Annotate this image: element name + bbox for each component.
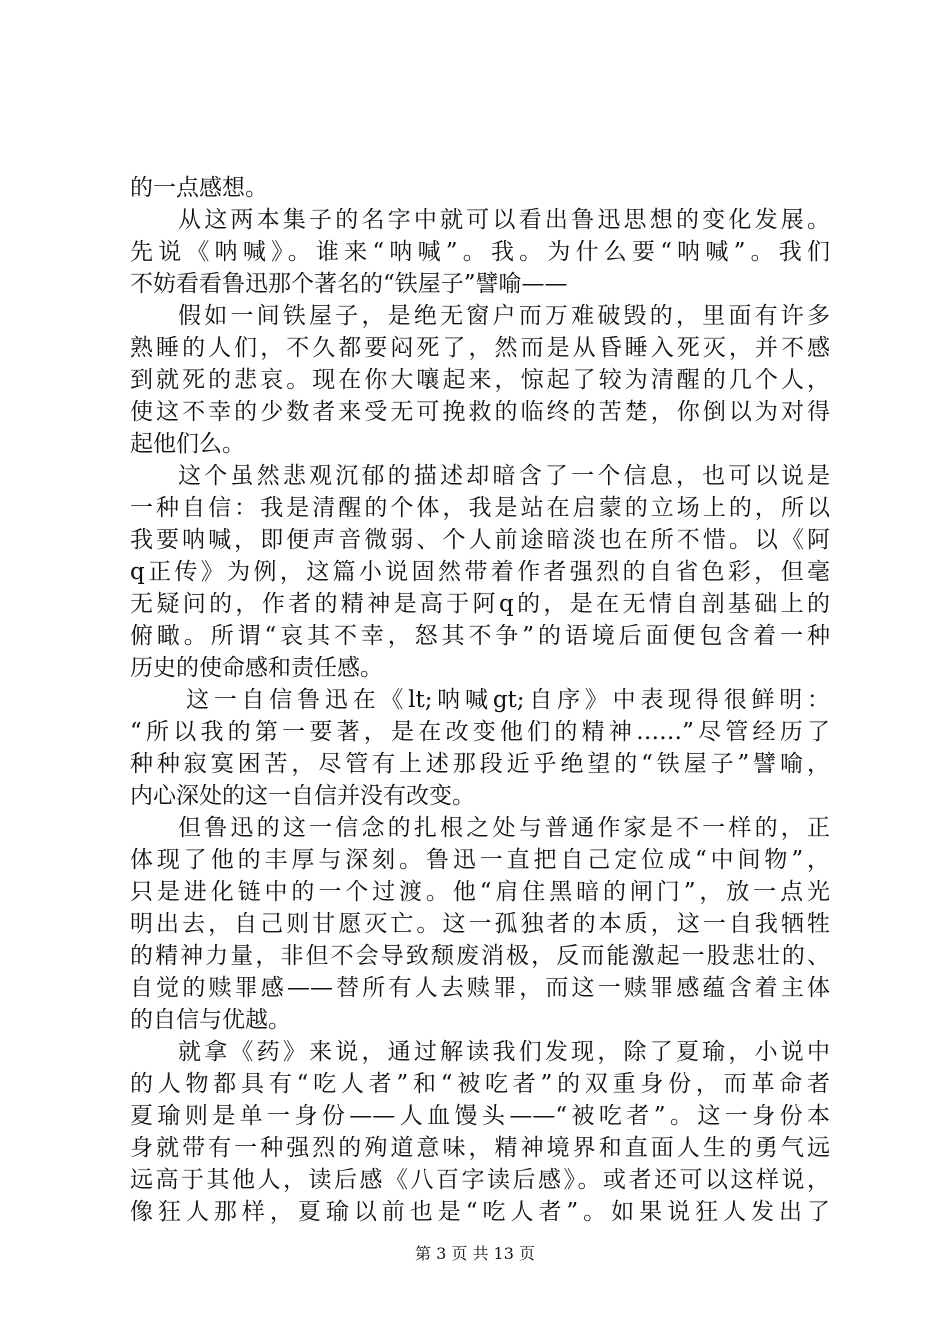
text-line: 起他们么。 (130, 431, 245, 457)
text-line: 只是进化链中的一个过渡。他“肩住黑暗的闸门”，放一点光 (130, 879, 830, 905)
text-line: 夏瑜则是单一身份——人血馒头——“被吃者”。这一身份本 (130, 1103, 830, 1129)
text-line: 身就带有一种强烈的殉道意味，精神境界和直面人生的勇气远 (130, 1135, 830, 1161)
text-line: 内心深处的这一自信并没有改变。 (130, 783, 475, 809)
text-line: 这个虽然悲观沉郁的描述却暗含了一个信息，也可以说是 (178, 463, 830, 489)
text-line: 就拿《药》来说，通过解读我们发现，除了夏瑜，小说中 (178, 1039, 830, 1065)
text-line: 自觉的赎罪感——替所有人去赎罪，而这一赎罪感蕴含着主体 (130, 975, 830, 1001)
text-line: 明出去，自己则甘愿灭亡。这一孤独者的本质，这一自我牺牲 (130, 911, 830, 937)
text-line: q正传》为例，这篇小说固然带着作者强烈的自省色彩，但毫 (130, 559, 830, 585)
text-line: 从这两本集子的名字中就可以看出鲁迅思想的变化发展。 (178, 207, 830, 233)
text-line: 我要呐喊，即便声音微弱、个人前途暗淡也在所不惜。以《阿 (130, 527, 830, 553)
text-line: 无疑问的，作者的精神是高于阿q的，是在无情自剖基础上的 (130, 591, 830, 617)
text-line: 远高于其他人，读后感《八百字读后感》。或者还可以这样说， (130, 1167, 830, 1193)
text-line: 但鲁迅的这一信念的扎根之处与普通作家是不一样的，正 (178, 815, 830, 841)
text-line: 这一自信鲁迅在《lt;呐喊gt;自序》中表现得很鲜明： (186, 687, 830, 713)
text-line: 像狂人那样，夏瑜以前也是“吃人者”。如果说狂人发出了 (130, 1199, 830, 1225)
text-line: 历史的使命感和责任感。 (130, 655, 383, 681)
text-line: 俯瞰。所谓“哀其不幸，怒其不争”的语境后面便包含着一种 (130, 623, 830, 649)
text-line: 使这不幸的少数者来受无可挽救的临终的苦楚，你倒以为对得 (130, 399, 830, 425)
text-line: 一种自信：我是清醒的个体，我是站在启蒙的立场上的，所以 (130, 495, 830, 521)
text-line: 假如一间铁屋子，是绝无窗户而万难破毁的，里面有许多 (178, 303, 830, 329)
text-line: 先说《呐喊》。谁来“呐喊”。我。为什么要“呐喊”。我们 (130, 239, 830, 265)
text-line: 的人物都具有“吃人者”和“被吃者”的双重身份，而革命者 (130, 1071, 830, 1097)
body-text (130, 172, 830, 1228)
text-line: 熟睡的人们，不久都要闷死了，然而是从昏睡入死灭，并不感 (130, 335, 830, 361)
text-line: 体现了他的丰厚与深刻。鲁迅一直把自己定位成“中间物”， (130, 847, 830, 873)
page-number-label: 第 3 页 共 13 页 (415, 1244, 535, 1263)
text-line: 的自信与优越。 (130, 1007, 291, 1033)
text-line: 的一点感想。 (130, 175, 268, 201)
text-line: 不妨看看鲁迅那个著名的“铁屋子”譬喻—— (130, 271, 568, 297)
text-line: 种种寂寞困苦，尽管有上述那段近乎绝望的“铁屋子”譬喻， (130, 751, 830, 777)
text-line: “所以我的第一要著，是在改变他们的精神……”尽管经历了 (130, 719, 830, 745)
text-line: 到就死的悲哀。现在你大嚷起来，惊起了较为清醒的几个人， (130, 367, 830, 393)
page-footer (0, 1243, 950, 1265)
text-line: 的精神力量，非但不会导致颓废消极，反而能激起一股悲壮的、 (130, 943, 830, 969)
